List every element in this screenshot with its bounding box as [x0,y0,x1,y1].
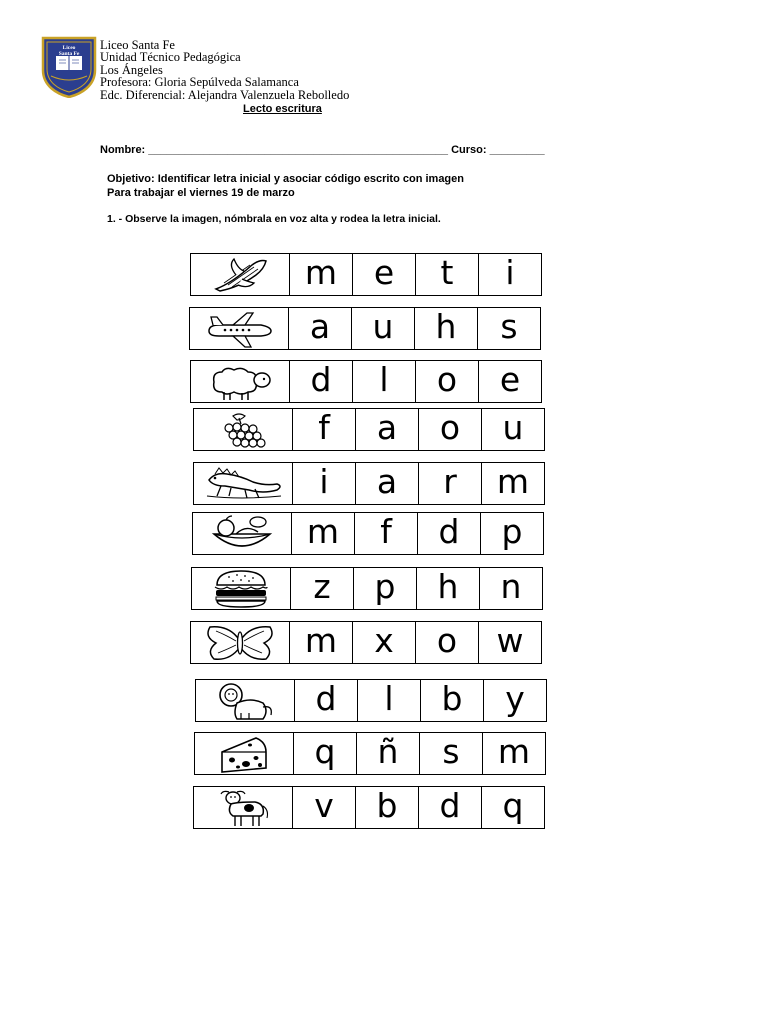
exercise-row [190,253,542,296]
exercise-row [193,408,545,451]
logo-bottom-text: Santa Fe [58,51,80,57]
letter-option[interactable]: m [291,512,355,555]
letter-option[interactable]: b [355,786,419,829]
letter-option[interactable]: m [481,462,545,505]
letter-option[interactable]: e [478,360,542,403]
cow-icon [193,786,293,829]
letter-option[interactable]: d [289,360,353,403]
letter-option[interactable]: l [357,679,421,722]
school-name: Liceo Santa Fe [100,38,175,52]
letter-option[interactable]: o [415,621,479,664]
letter-option[interactable]: m [289,253,353,296]
letter-option[interactable]: ñ [356,732,420,775]
letter-option[interactable]: d [294,679,358,722]
corn-icon [190,253,290,296]
letter-option[interactable]: i [292,462,356,505]
grapes-icon [193,408,293,451]
exercise-row [193,462,545,505]
exercise-row [190,360,542,403]
school-crest-logo [41,36,97,98]
letter-option[interactable]: q [293,732,357,775]
letter-option[interactable]: z [290,567,354,610]
objective-text: Objetivo: Identificar letra inicial y asociar código escrito con imagen [107,173,464,185]
letter-option[interactable]: l [352,360,416,403]
school-unit: Unidad Técnico Pedagógica [100,50,241,65]
letter-option[interactable]: u [481,408,545,451]
letter-option[interactable]: f [292,408,356,451]
logo-top-text: Liceo [62,45,76,51]
schedule-text: Para trabajar el viernes 19 de marzo [107,187,295,199]
letter-option[interactable]: h [416,567,480,610]
student-name-course-line[interactable]: Nombre: _________________________________________________ Curso: _________ [100,144,545,156]
letter-option[interactable]: i [478,253,542,296]
letter-option[interactable]: e [352,253,416,296]
letter-option[interactable]: y [483,679,547,722]
page-title: Lecto escritura [243,103,322,115]
letter-option[interactable]: s [477,307,541,350]
exercise-row [191,567,543,610]
letter-option[interactable]: m [482,732,546,775]
lion-icon [195,679,295,722]
letter-option[interactable]: a [355,408,419,451]
sheep-icon [190,360,290,403]
letter-option[interactable]: f [354,512,418,555]
airplane-icon [189,307,289,350]
iguana-icon [193,462,293,505]
fruit-bowl-icon [192,512,292,555]
teacher-name: Profesora: Gloria Sepúlveda Salamanca [100,75,299,90]
letter-option[interactable]: o [418,408,482,451]
letter-option[interactable]: p [353,567,417,610]
letter-option[interactable]: t [415,253,479,296]
cheese-icon [194,732,294,775]
letter-option[interactable]: q [481,786,545,829]
letter-option[interactable]: u [351,307,415,350]
letter-option[interactable]: d [418,786,482,829]
letter-option[interactable]: a [288,307,352,350]
exercise-row [190,621,542,664]
hamburger-icon [191,567,291,610]
school-city: Los Ángeles [100,62,163,77]
objective-block [107,172,464,200]
letter-option[interactable]: v [292,786,356,829]
letter-option[interactable]: p [480,512,544,555]
instruction-text: 1. - Observe la imagen, nómbrala en voz alta y rodea la letra inicial. [107,213,441,225]
school-header [100,39,349,101]
butterfly-icon [190,621,290,664]
letter-option[interactable]: r [418,462,482,505]
exercise-row [195,679,547,722]
letter-option[interactable]: x [352,621,416,664]
letter-option[interactable]: m [289,621,353,664]
exercise-row [193,786,545,829]
exercise-row [194,732,546,775]
exercise-row [189,307,541,350]
letter-option[interactable]: h [414,307,478,350]
letter-option[interactable]: w [478,621,542,664]
special-ed-teacher: Edc. Diferencial: Alejandra Valenzuela Rebolledo [100,87,350,102]
letter-option[interactable]: b [420,679,484,722]
letter-option[interactable]: n [479,567,543,610]
letter-option[interactable]: o [415,360,479,403]
letter-option[interactable]: d [417,512,481,555]
exercise-row [192,512,544,555]
letter-option[interactable]: a [355,462,419,505]
letter-option[interactable]: s [419,732,483,775]
